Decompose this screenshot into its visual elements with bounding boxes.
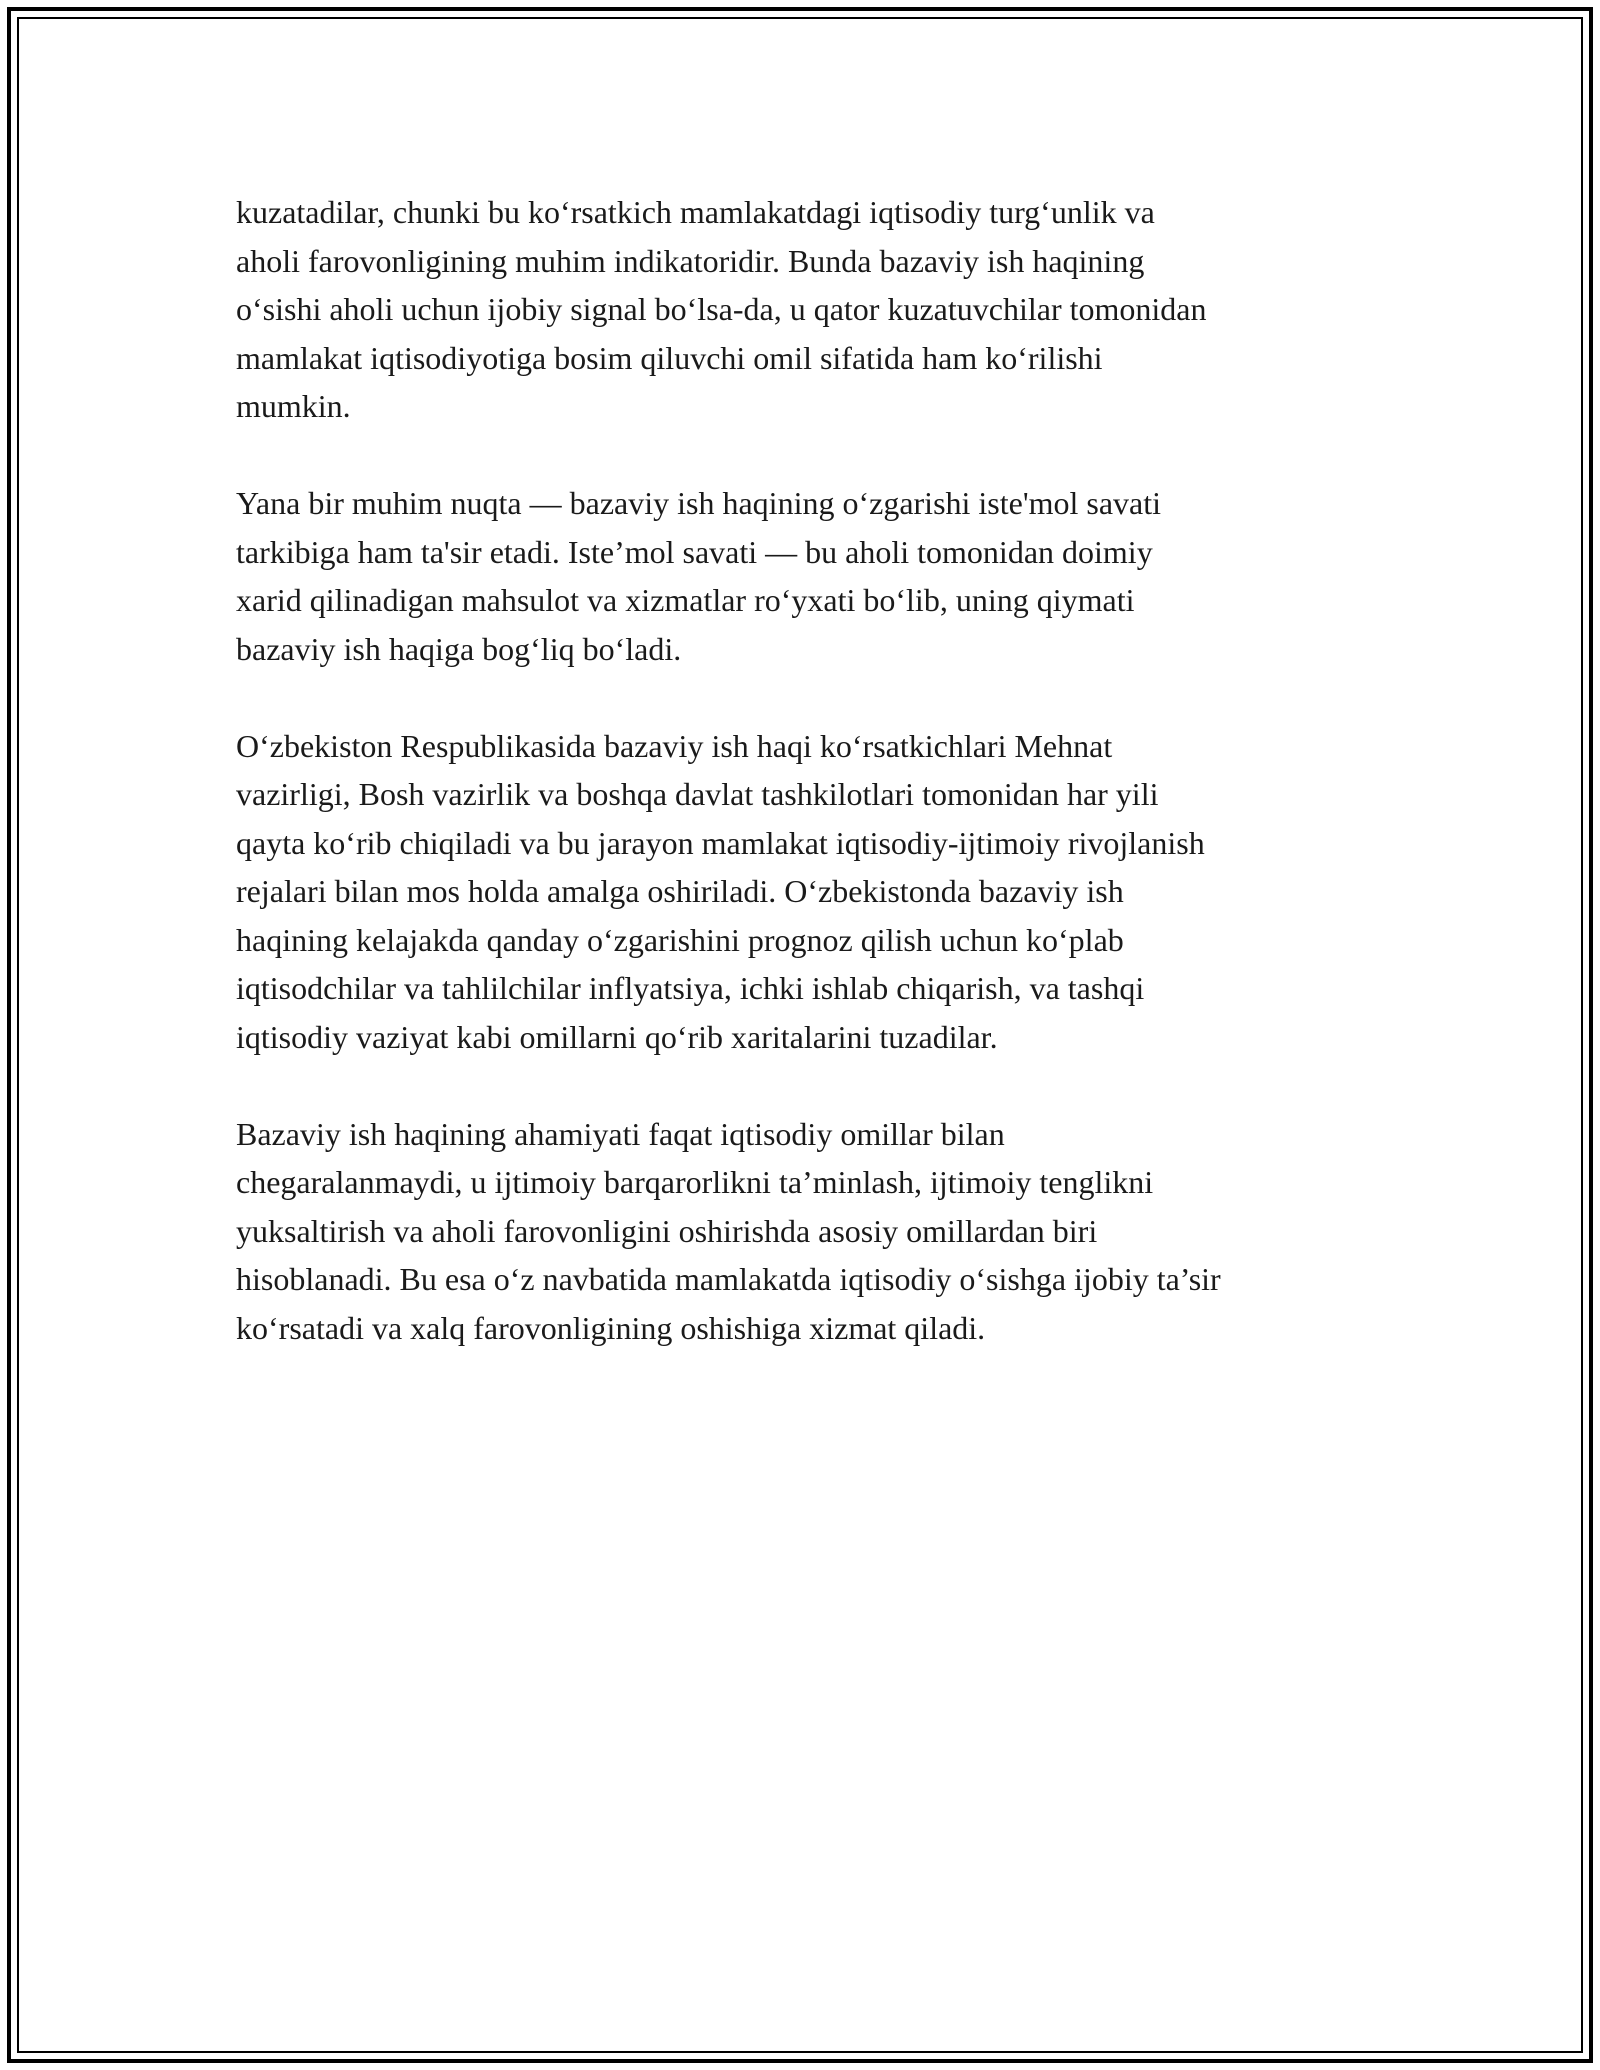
text-line: vazirligi, Bosh vazirlik va boshqa davlat tashkilotlari tomonidan har yili: [236, 776, 1159, 812]
paragraph-1: [236, 188, 1376, 431]
text-line: chegaralanmaydi, u ijtimoiy barqarorlikni ta’minlash, ijtimoiy tenglikni: [236, 1164, 1154, 1200]
text-line: kuzatadilar, chunki bu ko‘rsatkich mamlakatdagi iqtisodiy turg‘unlik va: [236, 194, 1155, 230]
text-line: haqining kelajakda qanday o‘zgarishini prognoz qilish uchun ko‘plab: [236, 921, 1124, 958]
document-body: [236, 188, 1376, 1401]
text-line: rejalari bilan mos holda amalga oshiriladi. O‘zbekistonda bazaviy ish: [236, 873, 1124, 909]
text-line: O‘zbekiston Respublikasida bazaviy ish haqi ko‘rsatkichlari Mehnat: [236, 727, 1113, 764]
text-line: aholi farovonligining muhim indikatoridir. Bunda bazaviy ish haqining: [236, 242, 1145, 279]
text-line: iqtisodiy vaziyat kabi omillarni qo‘rib xaritalarini tuzadilar.: [236, 1018, 998, 1055]
text-line: ko‘rsatadi va xalq farovonligining oshishiga xizmat qiladi.: [236, 1309, 986, 1346]
text-line: mamlakat iqtisodiyotiga bosim qiluvchi omil sifatida ham ko‘rilishi: [236, 339, 1103, 376]
text-line: yuksaltirish va aholi farovonligini oshirishda asosiy omillardan biri: [236, 1212, 1098, 1249]
text-line: tarkibiga ham ta'sir etadi. Iste’mol savati — bu aholi tomonidan doimiy: [236, 533, 1153, 570]
text-line: hisoblanadi. Bu esa o‘z navbatida mamlakatda iqtisodiy o‘sishga ijobiy ta’sir: [236, 1261, 1221, 1297]
text-line: qayta ko‘rib chiqiladi va bu jarayon mamlakat iqtisodiy-ijtimoiy rivojlanish: [236, 824, 1205, 861]
text-line: mumkin.: [236, 388, 351, 424]
text-line: Bazaviy ish haqining ahamiyati faqat iqtisodiy omillar bilan: [236, 1115, 1005, 1152]
text-line: bazaviy ish haqiga bog‘liq bo‘ladi.: [236, 630, 682, 667]
text-line: iqtisodchilar va tahlilchilar inflyatsiya, ichki ishlab chiqarish, va tashqi: [236, 970, 1145, 1006]
paragraph-3: [236, 722, 1376, 1062]
text-line: o‘sishi aholi uchun ijobiy signal bo‘lsa-da, u qator kuzatuvchilar tomonidan: [236, 291, 1207, 327]
paragraph-2: [236, 479, 1376, 673]
text-line: Yana bir muhim nuqta — bazaviy ish haqining o‘zgarishi iste'mol savati: [236, 485, 1162, 521]
text-line: xarid qilinadigan mahsulot va xizmatlar ro‘yxati bo‘lib, uning qiymati: [236, 582, 1135, 618]
paragraph-4: [236, 1110, 1376, 1353]
